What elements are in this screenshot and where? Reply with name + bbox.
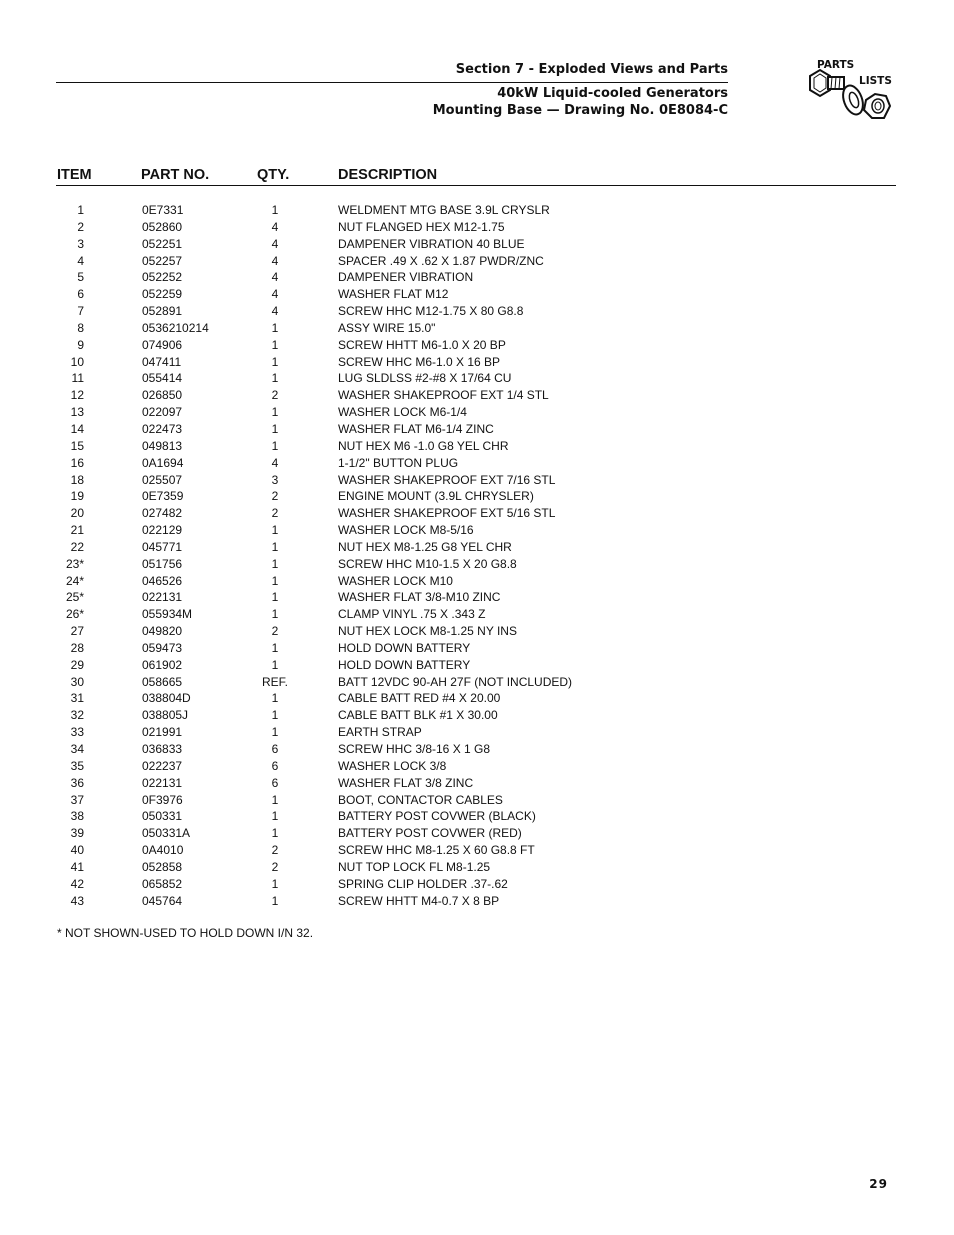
table-row bbox=[0, 387, 954, 404]
table-row bbox=[0, 606, 954, 623]
quantity: 1 bbox=[271, 337, 279, 352]
description: NUT TOP LOCK FL M8-1.25 bbox=[338, 859, 491, 874]
part-number: 021991 bbox=[142, 725, 183, 740]
item-number: 18 bbox=[70, 472, 84, 487]
table-header bbox=[56, 167, 896, 186]
table-row bbox=[0, 775, 954, 792]
description: CLAMP VINYL .75 X .343 Z bbox=[338, 607, 486, 622]
quantity: 2 bbox=[271, 506, 279, 521]
description: DAMPENER VIBRATION 40 BLUE bbox=[338, 236, 525, 251]
table-row bbox=[0, 286, 954, 303]
item-number: 42 bbox=[70, 876, 84, 891]
table-row bbox=[0, 236, 954, 253]
description: BATTERY POST COVWER (RED) bbox=[338, 826, 522, 841]
table-row bbox=[0, 640, 954, 657]
quantity: 1 bbox=[271, 809, 279, 824]
table-row bbox=[0, 842, 954, 859]
column-header-description: DESCRIPTION bbox=[338, 167, 438, 183]
description: WASHER LOCK M8-5/16 bbox=[338, 523, 474, 538]
item-number: 5 bbox=[77, 270, 84, 285]
table-row bbox=[0, 337, 954, 354]
description: SCREW HHC 3/8-16 X 1 G8 bbox=[338, 742, 491, 756]
item-number: 33 bbox=[70, 725, 84, 740]
quantity: 1 bbox=[271, 657, 279, 672]
item-number: 37 bbox=[70, 792, 84, 807]
table-row bbox=[0, 438, 954, 455]
section-title: Section 7 - Exploded Views and Parts bbox=[455, 62, 728, 77]
quantity: 1 bbox=[271, 421, 279, 436]
part-number: 049813 bbox=[142, 438, 183, 453]
description: WASHER LOCK M6-1/4 bbox=[338, 405, 467, 420]
part-number: 025507 bbox=[142, 472, 183, 487]
column-header-qty: QTY. bbox=[257, 167, 290, 183]
table-row bbox=[0, 589, 954, 606]
part-number: 038804D bbox=[142, 691, 191, 706]
description: SCREW HHTT M4-0.7 X 8 BP bbox=[338, 893, 500, 908]
table-row bbox=[0, 354, 954, 371]
item-number: 14 bbox=[70, 421, 84, 436]
part-number: 052252 bbox=[142, 270, 183, 285]
item-number: 34 bbox=[70, 742, 84, 756]
description: CABLE BATT BLK #1 X 30.00 bbox=[338, 708, 498, 723]
quantity: 1 bbox=[271, 640, 279, 655]
part-number: 047411 bbox=[142, 354, 182, 369]
table-row bbox=[0, 657, 954, 674]
description: DAMPENER VIBRATION bbox=[338, 270, 474, 285]
part-number: 061902 bbox=[142, 657, 183, 672]
quantity: 4 bbox=[271, 270, 279, 285]
footnote: * NOT SHOWN-USED TO HOLD DOWN I/N 32. bbox=[57, 926, 314, 940]
quantity: 1 bbox=[271, 708, 279, 723]
quantity: 1 bbox=[271, 590, 279, 605]
part-number: 022131 bbox=[142, 775, 183, 790]
part-number: 022129 bbox=[142, 523, 183, 538]
description: WASHER FLAT 3/8-M10 ZINC bbox=[338, 590, 501, 605]
item-number: 27 bbox=[70, 624, 84, 639]
table-row bbox=[0, 859, 954, 876]
part-number: 0F3976 bbox=[142, 792, 183, 807]
description: WASHER FLAT 3/8 ZINC bbox=[338, 775, 474, 790]
column-header-part-no: PART NO. bbox=[141, 167, 210, 183]
item-number: 15 bbox=[70, 438, 84, 453]
item-number: 13 bbox=[70, 405, 84, 420]
part-number: 0E7359 bbox=[142, 489, 184, 504]
part-number: 052891 bbox=[142, 304, 183, 319]
description: BOOT, CONTACTOR CABLES bbox=[338, 792, 503, 807]
description: WASHER SHAKEPROOF EXT 1/4 STL bbox=[338, 388, 549, 403]
item-number: 24* bbox=[65, 573, 84, 588]
table-row bbox=[0, 808, 954, 825]
part-number: 026850 bbox=[142, 388, 183, 403]
item-number: 6 bbox=[77, 287, 84, 302]
part-number: 059473 bbox=[142, 640, 183, 655]
description: CABLE BATT RED #4 X 20.00 bbox=[338, 691, 501, 706]
table-row bbox=[0, 623, 954, 640]
description: BATTERY POST COVWER (BLACK) bbox=[338, 809, 536, 824]
table-row bbox=[0, 556, 954, 573]
description: NUT HEX LOCK M8-1.25 NY INS bbox=[338, 624, 517, 639]
table-row bbox=[0, 269, 954, 286]
description: SPRING CLIP HOLDER .37-.62 bbox=[338, 876, 508, 891]
description: WASHER LOCK M10 bbox=[338, 573, 453, 588]
quantity: 2 bbox=[271, 388, 279, 403]
part-number: 052257 bbox=[142, 253, 183, 268]
part-number: 065852 bbox=[142, 876, 183, 891]
part-number: 052858 bbox=[142, 859, 183, 874]
description: NUT HEX M6 -1.0 G8 YEL CHR bbox=[338, 438, 509, 453]
quantity: 4 bbox=[271, 236, 279, 251]
item-number: 12 bbox=[70, 388, 84, 403]
quantity: 1 bbox=[271, 371, 279, 386]
item-number: 21 bbox=[70, 523, 84, 538]
quantity: 1 bbox=[271, 523, 279, 538]
part-number: 074906 bbox=[142, 337, 183, 352]
description: SPACER .49 X .62 X 1.87 PWDR/ZNC bbox=[338, 253, 544, 268]
item-number: 22 bbox=[70, 539, 84, 554]
item-number: 30 bbox=[70, 674, 84, 689]
quantity: 1 bbox=[271, 320, 279, 335]
quantity: 3 bbox=[271, 472, 279, 487]
item-number: 29 bbox=[70, 657, 84, 672]
table-row bbox=[0, 690, 954, 707]
quantity: 1 bbox=[271, 876, 279, 891]
description: ENGINE MOUNT (3.9L CHRYSLER) bbox=[338, 489, 534, 504]
parts-lists-logo bbox=[800, 56, 900, 128]
description: EARTH STRAP bbox=[338, 725, 422, 740]
document-subtitle: 40kW Liquid-cooled Generators bbox=[497, 86, 728, 101]
table-row bbox=[0, 724, 954, 741]
description: WASHER SHAKEPROOF EXT 7/16 STL bbox=[338, 472, 556, 487]
item-number: 8 bbox=[77, 320, 84, 335]
item-number: 43 bbox=[70, 893, 84, 908]
item-number: 2 bbox=[77, 219, 84, 234]
table-row bbox=[0, 707, 954, 724]
description: WASHER SHAKEPROOF EXT 5/16 STL bbox=[338, 506, 556, 521]
table-row bbox=[0, 219, 954, 236]
quantity: 4 bbox=[271, 219, 279, 234]
quantity: 4 bbox=[271, 304, 279, 319]
table-row bbox=[0, 825, 954, 842]
description: ASSY WIRE 15.0" bbox=[338, 320, 436, 335]
quantity: 1 bbox=[271, 691, 279, 706]
table-row bbox=[0, 573, 954, 590]
part-number: 0536210214 bbox=[142, 320, 209, 335]
quantity: 6 bbox=[271, 742, 279, 756]
table-row bbox=[0, 792, 954, 809]
item-number: 31 bbox=[70, 691, 84, 706]
part-number: 045771 bbox=[142, 539, 183, 554]
table-row bbox=[0, 202, 954, 219]
part-number: 0A4010 bbox=[142, 843, 184, 858]
item-number: 32 bbox=[70, 708, 84, 723]
part-number: 022097 bbox=[142, 405, 183, 420]
table-row bbox=[0, 472, 954, 489]
description: SCREW HHC M10-1.5 X 20 G8.8 bbox=[338, 556, 517, 571]
part-number: 050331 bbox=[142, 809, 183, 824]
description: HOLD DOWN BATTERY bbox=[338, 640, 471, 655]
item-number: 3 bbox=[77, 236, 84, 251]
part-number: 055414 bbox=[142, 371, 183, 386]
description: WASHER FLAT M6-1/4 ZINC bbox=[338, 421, 494, 436]
table-row bbox=[0, 893, 954, 910]
item-number: 39 bbox=[70, 826, 84, 841]
header-divider bbox=[56, 82, 728, 83]
part-number: 027482 bbox=[142, 506, 183, 521]
quantity: 1 bbox=[271, 893, 279, 908]
description: NUT HEX M8-1.25 G8 YEL CHR bbox=[338, 539, 512, 554]
table-row bbox=[0, 876, 954, 893]
quantity: 4 bbox=[271, 455, 279, 470]
table-row bbox=[0, 539, 954, 556]
table-row bbox=[0, 522, 954, 539]
quantity: 2 bbox=[271, 489, 279, 504]
table-row bbox=[0, 488, 954, 505]
item-number: 26* bbox=[65, 607, 84, 622]
item-number: 20 bbox=[70, 506, 84, 521]
logo-text-parts: PARTS bbox=[817, 59, 855, 71]
description: LUG SLDLSS #2-#8 X 17/64 CU bbox=[338, 371, 512, 386]
item-number: 11 bbox=[71, 371, 84, 386]
part-number: 0E7331 bbox=[142, 203, 184, 217]
page-number: 29 bbox=[869, 1177, 888, 1191]
part-number: 052259 bbox=[142, 287, 183, 302]
part-number: 045764 bbox=[142, 893, 183, 908]
item-number: 38 bbox=[70, 809, 84, 824]
part-number: 038805J bbox=[142, 708, 189, 723]
item-number: 25* bbox=[65, 590, 84, 605]
part-number: 0A1694 bbox=[142, 455, 184, 470]
quantity: 1 bbox=[271, 405, 279, 420]
part-number: 052251 bbox=[142, 236, 183, 251]
quantity: 1 bbox=[271, 792, 279, 807]
quantity: 6 bbox=[271, 758, 279, 773]
item-number: 40 bbox=[70, 843, 84, 858]
item-number: 10 bbox=[70, 354, 84, 369]
part-number: 058665 bbox=[142, 674, 183, 689]
table-row bbox=[0, 303, 954, 320]
part-number: 049820 bbox=[142, 624, 183, 639]
item-number: 23* bbox=[65, 556, 84, 571]
description: HOLD DOWN BATTERY bbox=[338, 657, 471, 672]
description: WASHER FLAT M12 bbox=[338, 287, 449, 302]
description: SCREW HHC M12-1.75 X 80 G8.8 bbox=[338, 304, 524, 319]
quantity: 1 bbox=[271, 203, 279, 217]
quantity: 1 bbox=[271, 573, 279, 588]
description: WASHER LOCK 3/8 bbox=[338, 758, 447, 773]
item-number: 16 bbox=[70, 455, 84, 470]
item-number: 1 bbox=[77, 203, 84, 217]
part-number: 051756 bbox=[142, 556, 183, 571]
description: NUT FLANGED HEX M12-1.75 bbox=[338, 219, 505, 234]
item-number: 4 bbox=[77, 253, 84, 268]
table-row bbox=[0, 741, 954, 758]
logo-text-lists: LISTS bbox=[859, 75, 892, 87]
quantity: 4 bbox=[271, 253, 279, 268]
part-number: 055934M bbox=[142, 607, 193, 622]
item-number: 7 bbox=[77, 304, 84, 319]
table-row bbox=[0, 421, 954, 438]
description: SCREW HHTT M6-1.0 X 20 BP bbox=[338, 337, 506, 352]
quantity: 1 bbox=[271, 607, 279, 622]
item-number: 9 bbox=[77, 337, 84, 352]
part-number: 022473 bbox=[142, 421, 183, 436]
quantity: 2 bbox=[271, 843, 279, 858]
part-number: 022131 bbox=[142, 590, 183, 605]
quantity: 1 bbox=[271, 539, 279, 554]
table-row bbox=[0, 674, 954, 691]
quantity: 2 bbox=[271, 624, 279, 639]
drawing-title: Mounting Base — Drawing No. 0E8084-C bbox=[432, 103, 728, 118]
quantity: REF. bbox=[261, 674, 289, 689]
part-number: 046526 bbox=[142, 573, 183, 588]
item-number: 36 bbox=[70, 775, 84, 790]
parts-table bbox=[0, 202, 954, 909]
item-number: 35 bbox=[70, 758, 84, 773]
description: BATT 12VDC 90-AH 27F (NOT INCLUDED) bbox=[338, 674, 573, 689]
description: WELDMENT MTG BASE 3.9L CRYSLR bbox=[338, 203, 550, 217]
part-number: 036833 bbox=[142, 742, 183, 756]
table-row bbox=[0, 370, 954, 387]
quantity: 1 bbox=[271, 725, 279, 740]
table-row bbox=[0, 455, 954, 472]
quantity: 4 bbox=[271, 287, 279, 302]
table-row bbox=[0, 404, 954, 421]
item-number: 19 bbox=[70, 489, 84, 504]
quantity: 1 bbox=[271, 354, 279, 369]
quantity: 1 bbox=[271, 556, 279, 571]
description: 1-1/2" BUTTON PLUG bbox=[338, 455, 459, 470]
quantity: 1 bbox=[271, 826, 279, 841]
table-row bbox=[0, 253, 954, 270]
table-row bbox=[0, 758, 954, 775]
item-number: 28 bbox=[70, 640, 84, 655]
column-header-item: ITEM bbox=[57, 167, 92, 183]
quantity: 1 bbox=[271, 438, 279, 453]
table-row bbox=[0, 320, 954, 337]
description: SCREW HHC M6-1.0 X 16 BP bbox=[338, 354, 501, 369]
quantity: 6 bbox=[271, 775, 279, 790]
description: SCREW HHC M8-1.25 X 60 G8.8 FT bbox=[338, 843, 535, 858]
table-row bbox=[0, 505, 954, 522]
part-number: 052860 bbox=[142, 219, 183, 234]
part-number: 050331A bbox=[142, 826, 191, 841]
part-number: 022237 bbox=[142, 758, 183, 773]
quantity: 2 bbox=[271, 859, 279, 874]
item-number: 41 bbox=[70, 859, 84, 874]
